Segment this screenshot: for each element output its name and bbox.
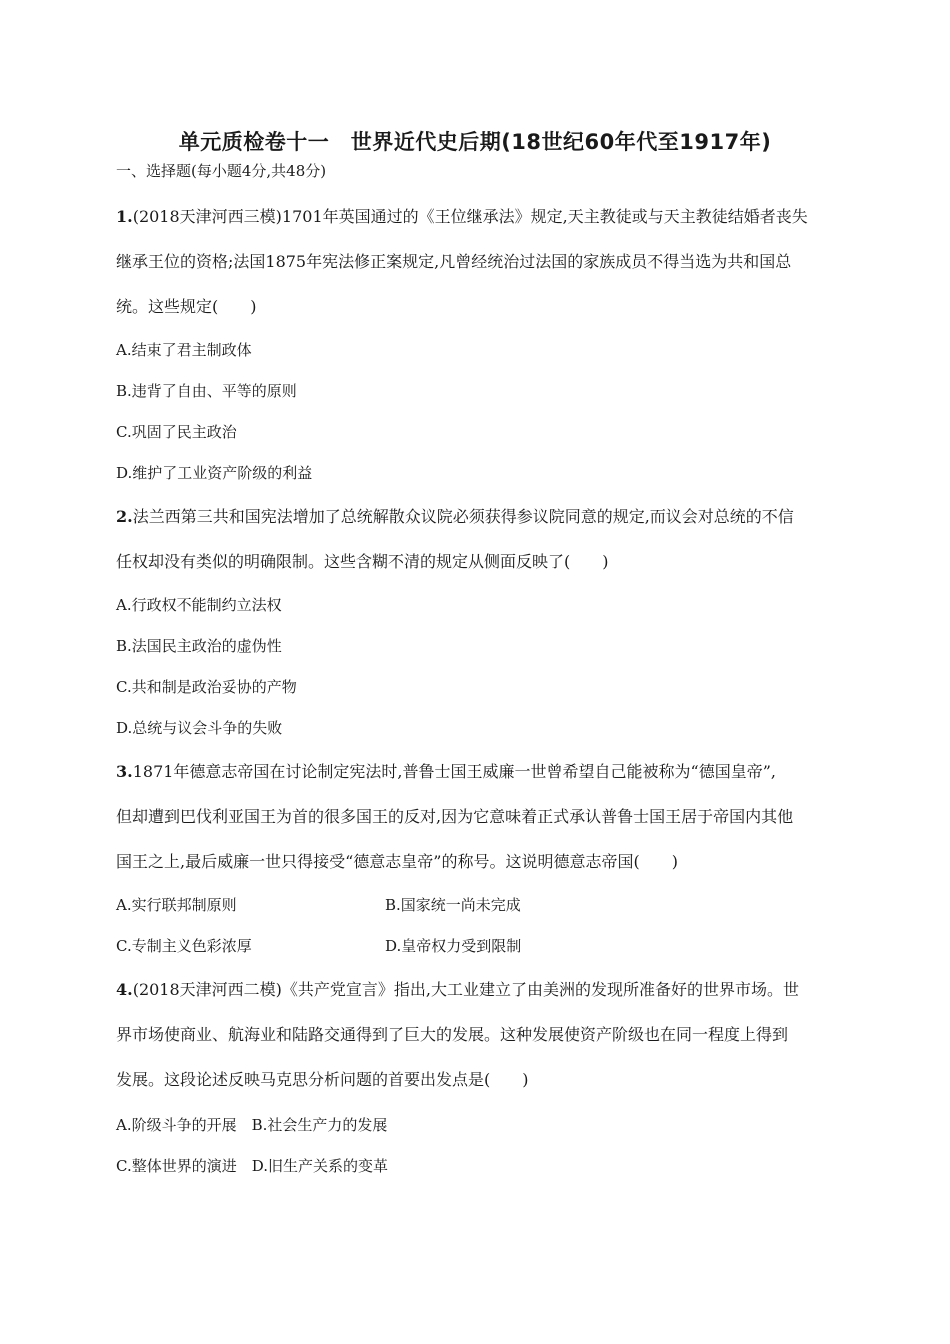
question-3-option-a: A.实行联邦制原则 bbox=[116, 896, 237, 914]
question-3-option-c: C.专制主义色彩浓厚 bbox=[116, 937, 252, 955]
question-1-option-d: D.维护了工业资产阶级的利益 bbox=[116, 464, 313, 482]
question-2-option-d: D.总统与议会斗争的失败 bbox=[116, 719, 283, 737]
question-3-line-2: 但却遭到巴伐利亚国王为首的很多国王的反对,因为它意味着正式承认普鲁士国王居于帝国内其他 bbox=[116, 807, 794, 826]
question-4-line-1: 4.(2018天津河西二模)《共产党宣言》指出,大工业建立了由美洲的发现所准备好的世界市场。世 bbox=[116, 980, 799, 999]
question-2-option-a: A.行政权不能制约立法权 bbox=[116, 596, 282, 614]
question-1-line-2: 继承王位的资格;法国1875年宪法修正案规定,凡曾经统治过法国的家族成员不得当选为共和国总 bbox=[116, 252, 792, 271]
document-title: 单元质检卷十一 世界近代史后期(18世纪60年代至1917年) bbox=[178, 130, 772, 154]
question-1-option-c: C.巩固了民主政治 bbox=[116, 423, 237, 441]
question-4-line-3: 发展。这段论述反映马克思分析问题的首要出发点是( ) bbox=[116, 1070, 529, 1089]
question-2-option-c: C.共和制是政治妥协的产物 bbox=[116, 678, 297, 696]
question-number: 4. bbox=[116, 980, 133, 999]
question-1-option-a: A.结束了君主制政体 bbox=[116, 341, 252, 359]
question-number: 1. bbox=[116, 207, 133, 226]
question-4-options-ab: A.阶级斗争的开展 B.社会生产力的发展 bbox=[116, 1116, 388, 1134]
question-1-line-1: 1.(2018天津河西三模)1701年英国通过的《王位继承法》规定,天主教徒或与天主教徒结婚者丧失 bbox=[116, 207, 808, 226]
question-1-line-3: 统。这些规定( ) bbox=[116, 297, 257, 316]
question-3-option-b: B.国家统一尚未完成 bbox=[385, 896, 521, 914]
section-heading: 一、选择题(每小题4分,共48分) bbox=[116, 162, 327, 180]
question-4-options-cd: C.整体世界的演进 D.旧生产关系的变革 bbox=[116, 1157, 388, 1175]
question-2-option-b: B.法国民主政治的虚伪性 bbox=[116, 637, 282, 655]
question-2-line-1: 2.法兰西第三共和国宪法增加了总统解散众议院必须获得参议院同意的规定,而议会对总统的不信 bbox=[116, 507, 794, 526]
question-number: 2. bbox=[116, 507, 133, 526]
question-1-option-b: B.违背了自由、平等的原则 bbox=[116, 382, 297, 400]
question-3-option-d: D.皇帝权力受到限制 bbox=[385, 937, 522, 955]
question-number: 3. bbox=[116, 762, 133, 781]
question-2-line-2: 任权却没有类似的明确限制。这些含糊不清的规定从侧面反映了( ) bbox=[116, 552, 609, 571]
question-4-line-2: 界市场使商业、航海业和陆路交通得到了巨大的发展。这种发展使资产阶级也在同一程度上得到 bbox=[116, 1025, 789, 1044]
question-3-line-3: 国王之上,最后威廉一世只得接受“德意志皇帝”的称号。这说明德意志帝国( ) bbox=[116, 852, 678, 871]
question-3-line-1: 3.1871年德意志帝国在讨论制定宪法时,普鲁士国王威廉一世曾希望自己能被称为“德国皇帝”, bbox=[116, 762, 776, 781]
